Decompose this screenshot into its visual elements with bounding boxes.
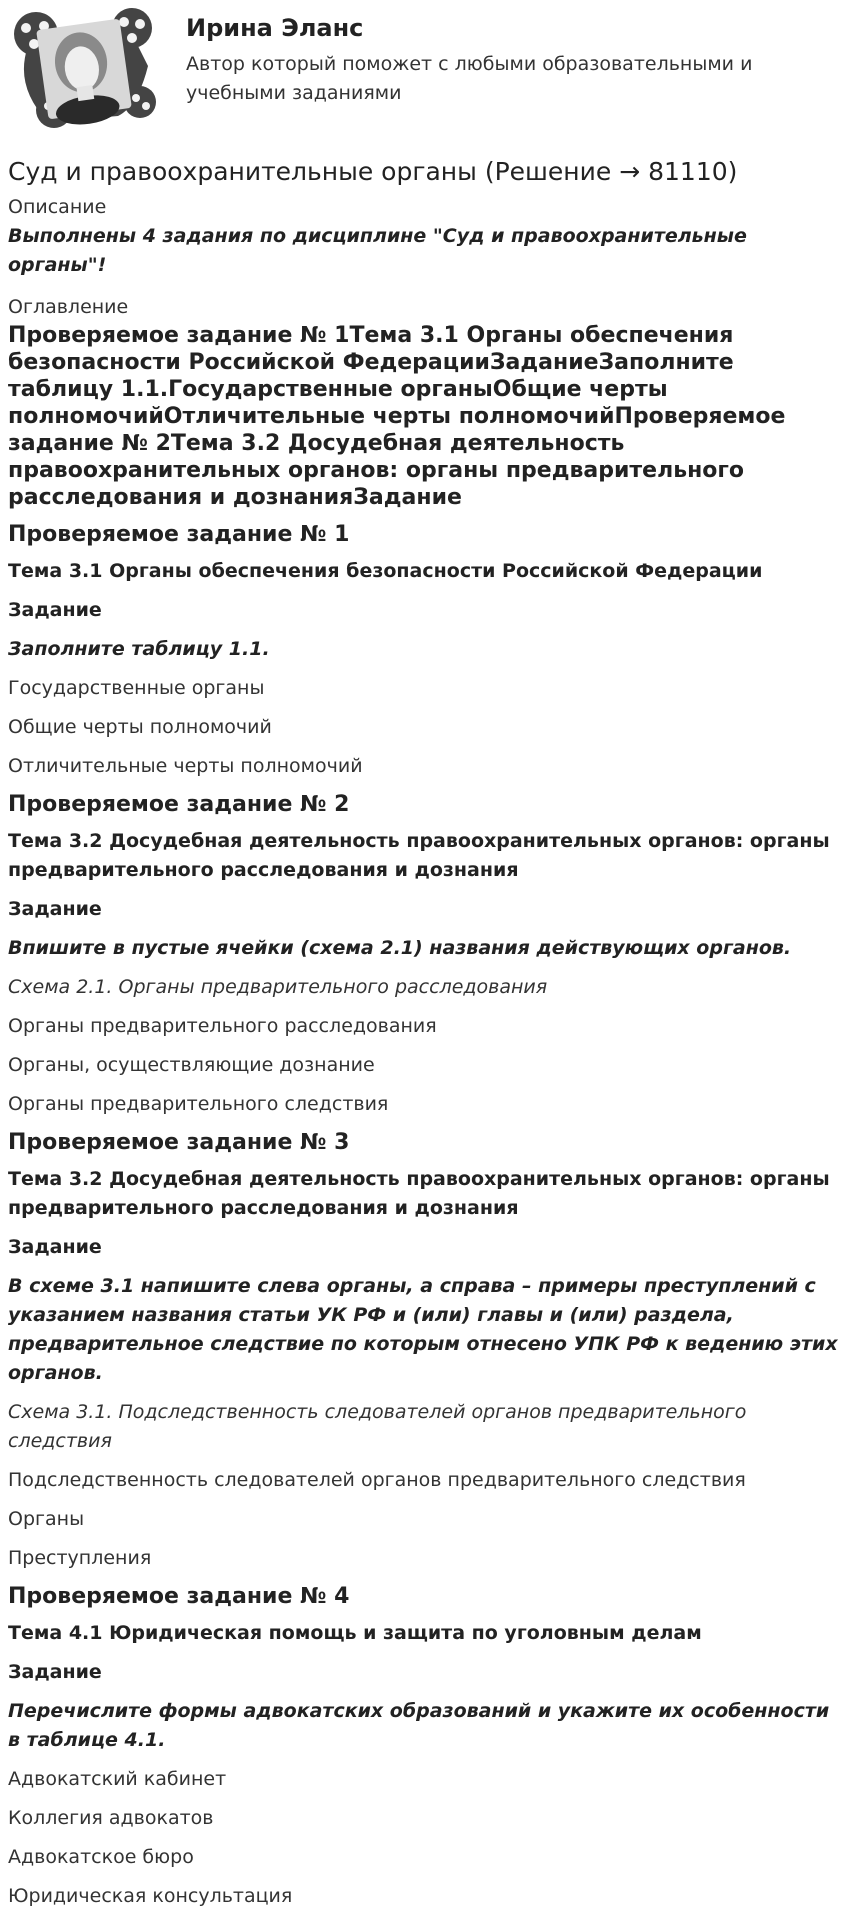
author-name[interactable]: Ирина Эланс (186, 14, 364, 42)
task-label: Задание (8, 599, 102, 621)
task-item: Коллегия адвокатов (8, 1807, 214, 1829)
task-section-4 (8, 1583, 839, 1911)
document-title: Суд и правоохранительные органы (Решение → 81110) (8, 157, 738, 186)
task-item: Органы предварительного следствия (8, 1093, 389, 1115)
task-item: Подследственность следователей органов предварительного следствия (8, 1469, 746, 1491)
task-instruction: Впишите в пустые ячейки (схема 2.1) названия действующих органов. (8, 937, 792, 959)
author-info (186, 6, 786, 108)
task-label: Задание (8, 1236, 102, 1258)
task-item: Государственные органы (8, 677, 265, 699)
task-section-2 (8, 791, 839, 1119)
task-section-1 (8, 521, 839, 781)
description-label: Описание (8, 196, 107, 218)
task-item: Органы предварительного расследования (8, 1015, 437, 1037)
film-reel-avatar-icon (8, 6, 158, 130)
task-topic: Тема 3.2 Досудебная деятельность правоохранительных органов: органы предварительного расследования и дознания (8, 1168, 830, 1219)
task-item: Органы (8, 1508, 85, 1530)
task-heading: Проверяемое задание № 4 (8, 1584, 350, 1609)
task-instruction: Перечислите формы адвокатских образований и укажите их особенности в таблице 4.1. (8, 1700, 830, 1751)
task-item: Юридическая консультация (8, 1885, 293, 1907)
task-heading: Проверяемое задание № 2 (8, 792, 350, 817)
task-label: Задание (8, 898, 102, 920)
task-instruction: Заполните таблицу 1.1. (8, 638, 270, 660)
task-scheme-caption: Схема 2.1. Органы предварительного расследования (8, 976, 548, 998)
task-item: Органы, осуществляющие дознание (8, 1054, 375, 1076)
author-avatar[interactable] (8, 6, 158, 130)
author-description: Автор который поможет с любыми образовательными и учебными заданиями (186, 53, 753, 104)
task-item: Отличительные черты полномочий (8, 755, 363, 777)
task-topic: Тема 3.1 Органы обеспечения безопасности Российской Федерации (8, 560, 763, 582)
task-topic: Тема 4.1 Юридическая помощь и защита по уголовным делам (8, 1622, 702, 1644)
task-scheme-caption: Схема 3.1. Подследственность следователей органов предварительного следствия (8, 1401, 747, 1452)
task-instruction: В схеме 3.1 напишите слева органы, а справа – примеры преступлений с указанием названия статьи УК РФ и (или) главы и (или) раздела, предварительное следствие по которым отнесено УПК РФ к ведению этих органов. (8, 1275, 838, 1384)
description-text: Выполнены 4 задания по дисциплине "Суд и правоохранительные органы"! (8, 225, 747, 276)
toc-text: Проверяемое задание № 1Тема 3.1 Органы обеспечения безопасности Российской ФедерацииЗаданиеЗаполните таблицу 1.1.Государственные органыОбщие черты полномочийОтличительные черты полномочийПроверяемое задание № 2Тема 3.2 Досудебная деятельность правоохранительных органов: органы предварительного расследования и дознанияЗадание (8, 323, 786, 510)
task-item: Адвокатский кабинет (8, 1768, 227, 1790)
task-item: Общие черты полномочий (8, 716, 272, 738)
author-header (8, 0, 839, 136)
task-section-3 (8, 1129, 839, 1573)
task-heading: Проверяемое задание № 1 (8, 522, 350, 547)
task-item: Адвокатское бюро (8, 1846, 194, 1868)
task-topic: Тема 3.2 Досудебная деятельность правоохранительных органов: органы предварительного расследования и дознания (8, 830, 830, 881)
toc-label: Оглавление (8, 296, 129, 318)
task-heading: Проверяемое задание № 3 (8, 1130, 350, 1155)
task-item: Преступления (8, 1547, 152, 1569)
task-label: Задание (8, 1661, 102, 1683)
